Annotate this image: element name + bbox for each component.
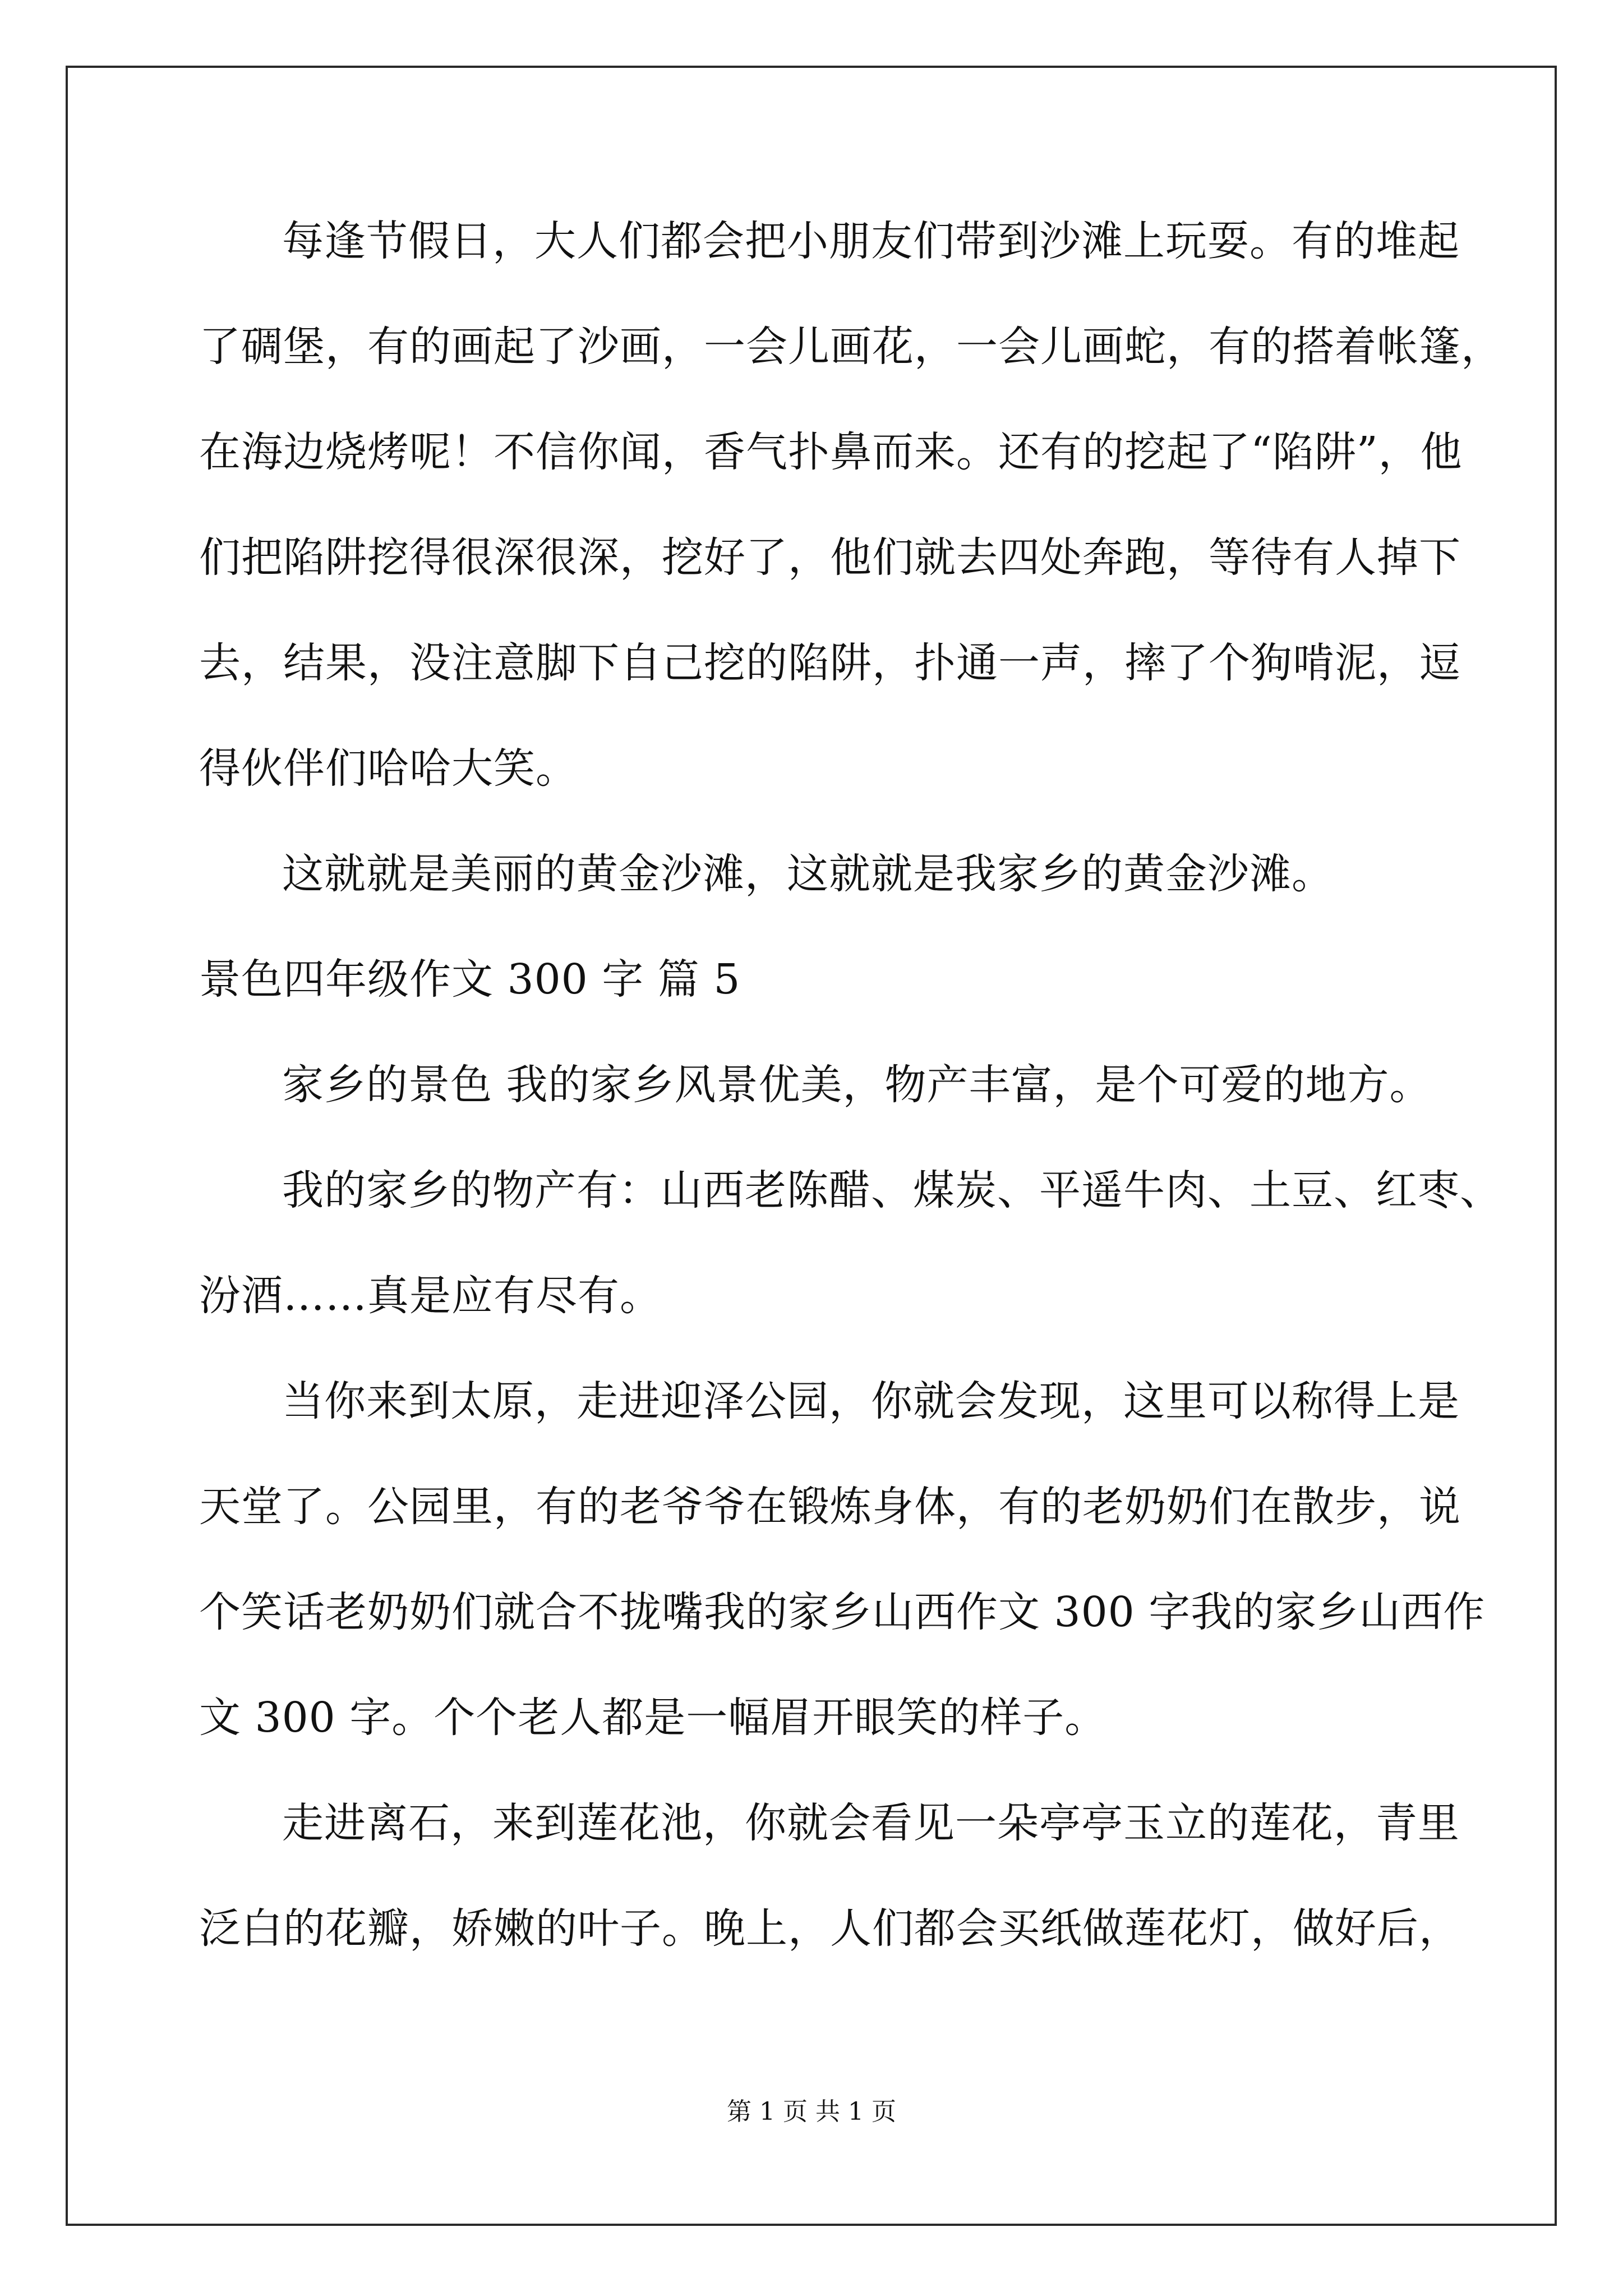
text-line: 家乡的景色 我的家乡风景优美，物产丰富，是个可爱的地方。 <box>282 1061 1432 1109</box>
text-line: 泛白的花瓣，娇嫩的叶子。晚上，人们都会买纸做莲花灯，做好后， <box>199 1904 1461 1953</box>
text-line: 我的家乡的物产有：山西老陈醋、煤炭、平遥牛肉、土豆、红枣、 <box>282 1166 1502 1214</box>
text-line: 走进离石，来到莲花池，你就会看见一朵亭亭玉立的莲花，青里 <box>282 1799 1460 1847</box>
text-line: 文 300 字。个个老人都是一幅眉开眼笑的样子。 <box>199 1694 1107 1742</box>
text-line: 得伙伴们哈哈大笑。 <box>199 744 578 793</box>
text-line: 在海边烧烤呢！不信你闻，香气扑鼻而来。还有的挖起了“陷阱”，他 <box>199 428 1463 476</box>
text-line: 这就就是美丽的黄金沙滩，这就就是我家乡的黄金沙滩。 <box>282 850 1334 898</box>
text-line: 们把陷阱挖得很深很深，挖好了，他们就去四处奔跑，等待有人掉下 <box>199 533 1461 582</box>
section-heading: 景色四年级作文 300 字 篇 5 <box>199 955 741 1004</box>
text-line: 每逢节假日，大人们都会把小朋友们带到沙滩上玩耍。有的堆起 <box>282 217 1460 265</box>
text-line: 汾酒……真是应有尽有。 <box>199 1272 662 1320</box>
text-line: 去，结果，没注意脚下自己挖的陷阱，扑通一声，摔了个狗啃泥，逗 <box>199 639 1461 687</box>
page-footer: 第 1 页 共 1 页 <box>727 2097 896 2126</box>
text-line: 了碉堡，有的画起了沙画，一会儿画花，一会儿画蛇，有的搭着帐篷， <box>199 323 1503 371</box>
text-line: 个笑话老奶奶们就合不拢嘴我的家乡山西作文 300 字我的家乡山西作 <box>199 1588 1486 1636</box>
text-line: 天堂了。公园里，有的老爷爷在锻炼身体，有的老奶奶们在散步，说 <box>199 1483 1461 1531</box>
text-line: 当你来到太原，走进迎泽公园，你就会发现，这里可以称得上是 <box>282 1377 1460 1425</box>
